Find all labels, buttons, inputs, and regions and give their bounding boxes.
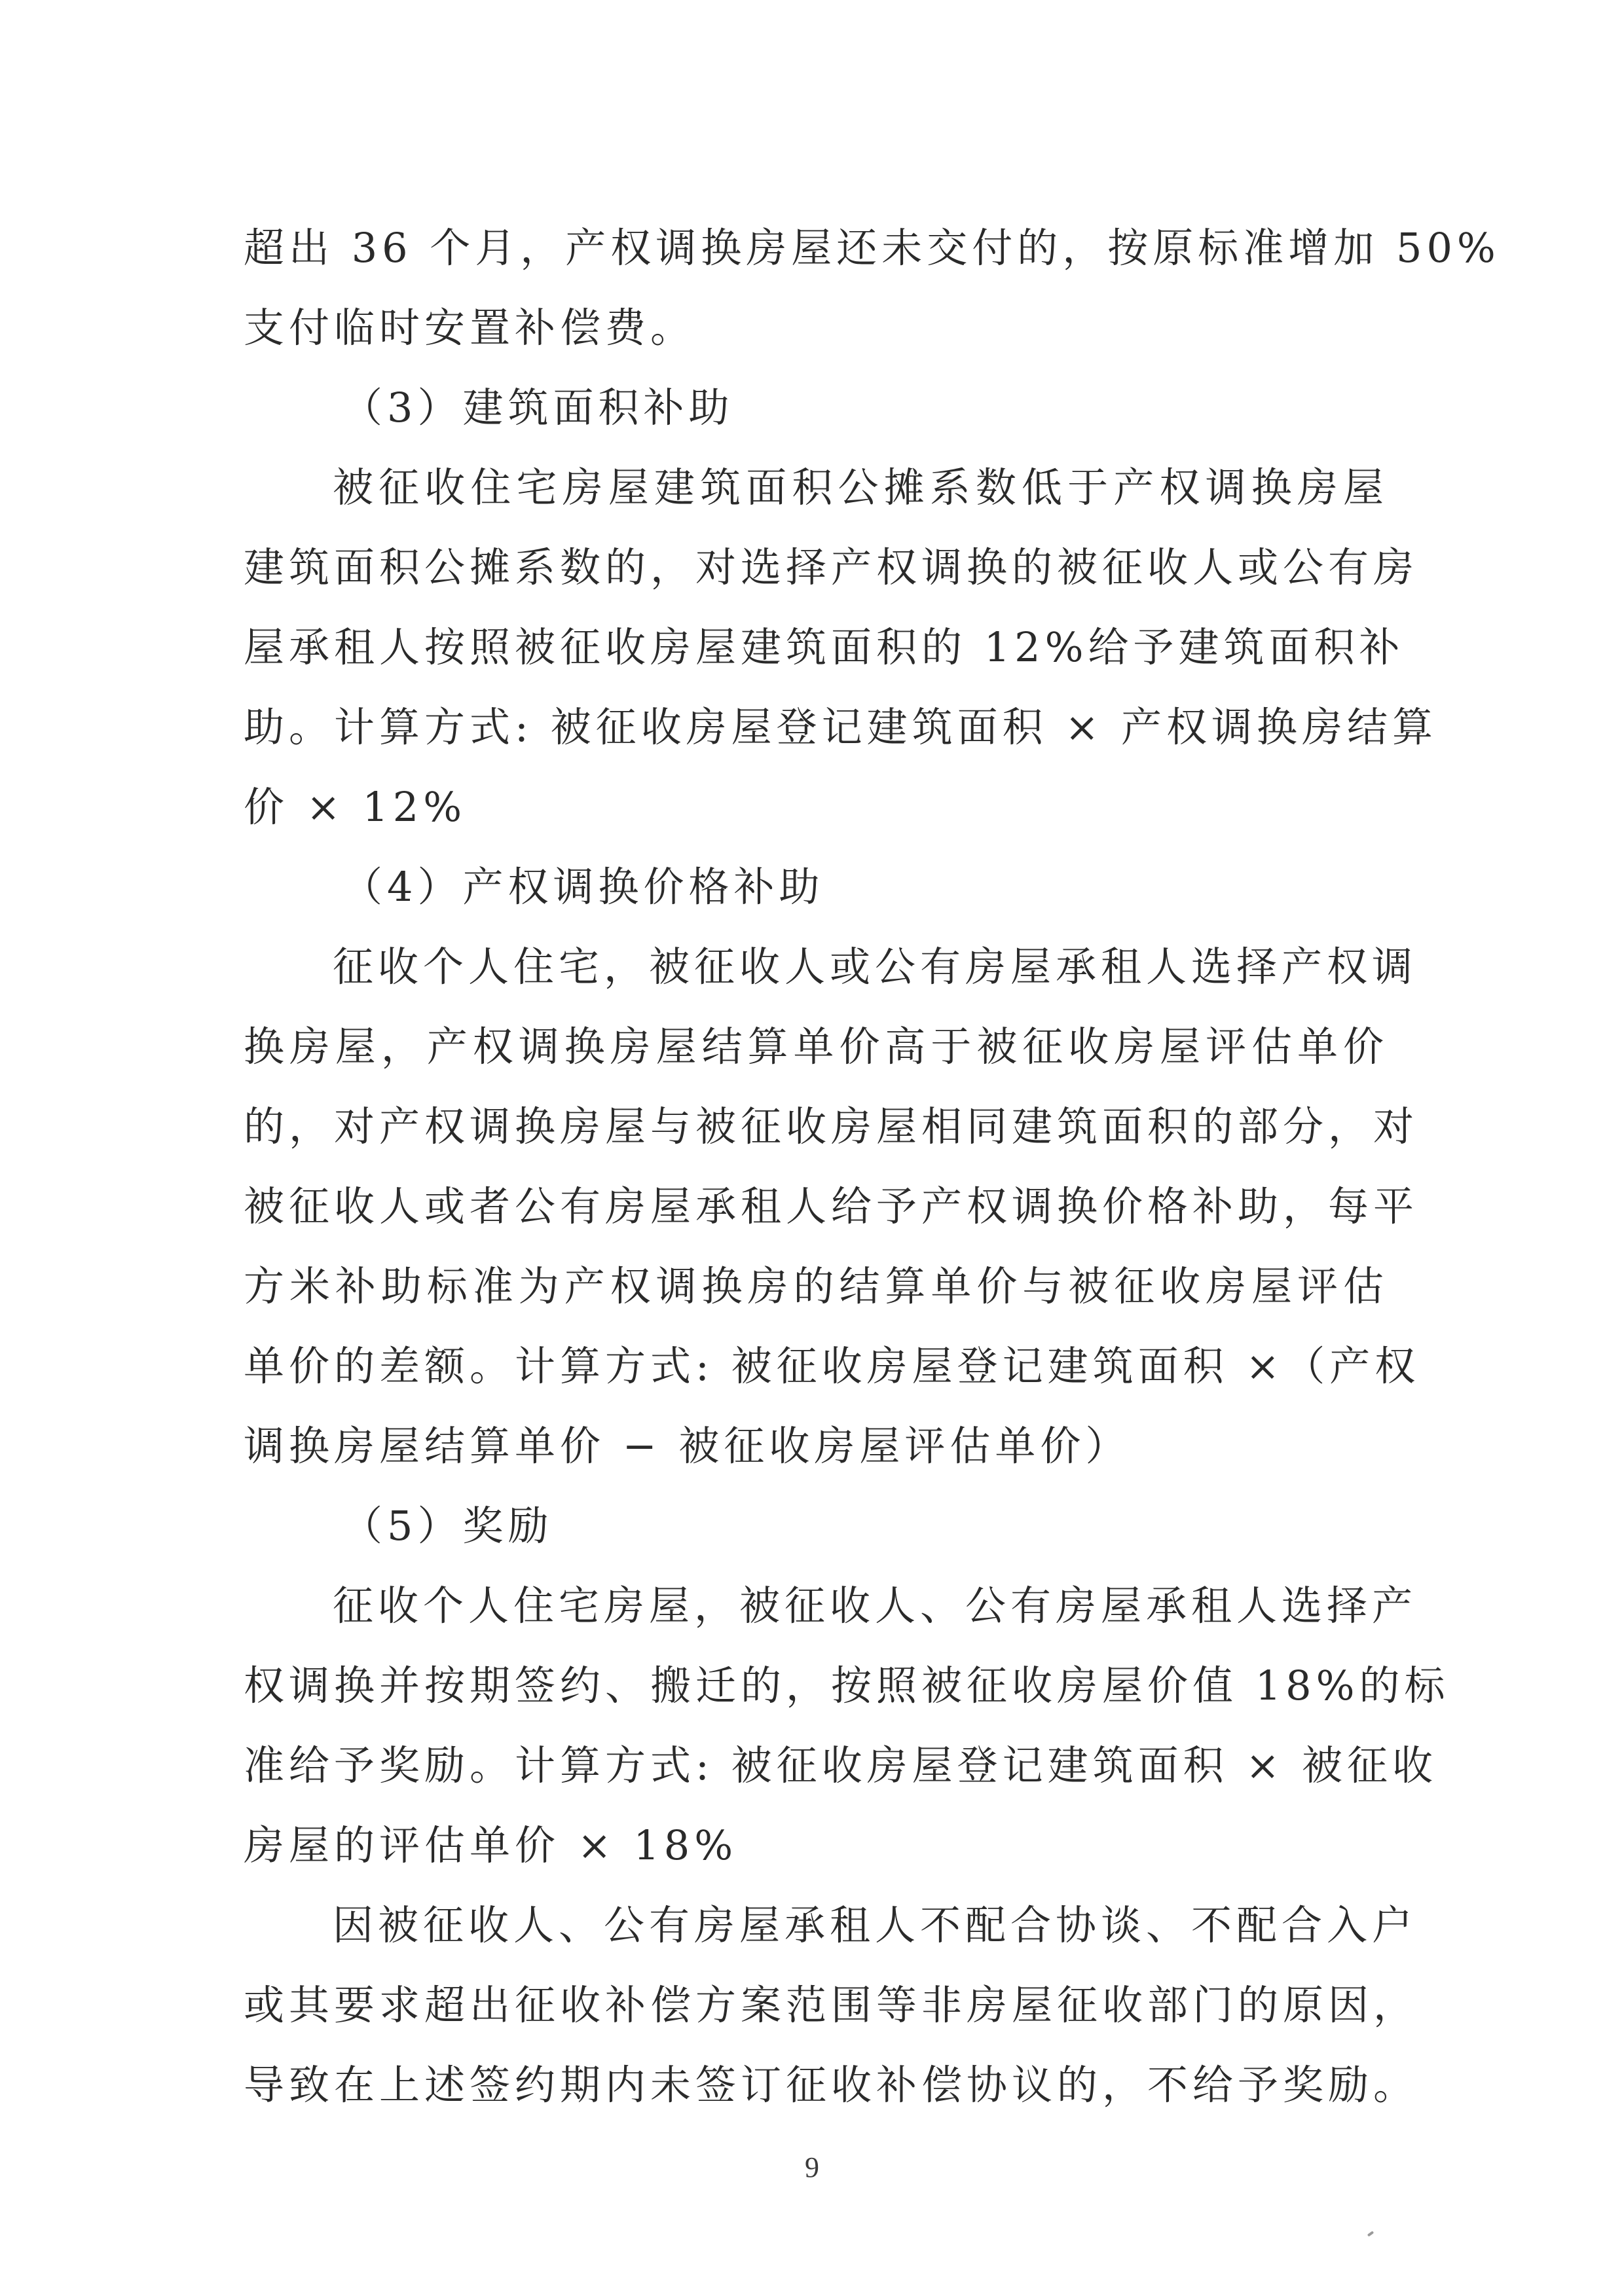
- page-number: 9: [805, 2151, 819, 2183]
- text-line: 方米补助标准为产权调换房的结算单价与被征收房屋评估: [244, 1262, 1388, 1310]
- section-heading-5: （5）奖励: [342, 1502, 553, 1550]
- text-line: 调换房屋结算单价 − 被征收房屋评估单价）: [244, 1422, 1131, 1470]
- text-line: 单价的差额。计算方式: 被征收房屋登记建筑面积 ×（产权: [244, 1342, 1420, 1390]
- text-line: 房屋的评估单价 × 18%: [244, 1821, 738, 1869]
- text-line: 准给予奖励。计算方式: 被征收房屋登记建筑面积 × 被征收: [244, 1741, 1437, 1789]
- text-line: 支付临时安置补偿费。: [244, 304, 696, 352]
- paragraph-first-line: 被征收住宅房屋建筑面积公摊系数低于产权调换房屋: [333, 464, 1388, 511]
- paragraph-first-line: 征收个人住宅房屋，被征收人、公有房屋承租人选择产: [333, 1582, 1418, 1630]
- text-line: 被征收人或者公有房屋承租人给予产权调换价格补助，每平: [244, 1182, 1419, 1230]
- section-heading-4: （4）产权调换价格补助: [342, 863, 824, 911]
- text-line: 换房屋，产权调换房屋结算单价高于被征收房屋评估单价: [244, 1023, 1388, 1070]
- text-line: 权调换并按期签约、搬迁的，按照被征收房屋价值 18%的标: [244, 1662, 1450, 1709]
- text-line: 的，对产权调换房屋与被征收房屋相同建筑面积的部分，对: [244, 1102, 1419, 1150]
- text-line: 超出 36 个月，产权调换房屋还未交付的，按原标准增加 50%: [244, 224, 1500, 272]
- text-line: 导致在上述签约期内未签订征收补偿协议的，不给予奖励。: [244, 2061, 1419, 2109]
- text-line: 或其要求超出征收补偿方案范围等非房屋征收部门的原因，: [244, 1981, 1419, 2029]
- scan-speck: [1367, 2231, 1374, 2236]
- text-line: 价 × 12%: [244, 783, 467, 831]
- document-body: [244, 208, 1500, 2125]
- text-line: 建筑面积公摊系数的，对选择产权调换的被征收人或公有房: [244, 543, 1419, 591]
- text-line: 助。计算方式: 被征收房屋登记建筑面积 × 产权调换房结算: [244, 703, 1437, 751]
- section-heading-3: （3）建筑面积补助: [342, 384, 734, 431]
- paragraph-first-line: 征收个人住宅，被征收人或公有房屋承租人选择产权调: [333, 943, 1418, 991]
- paragraph-first-line: 因被征收人、公有房屋承租人不配合协谈、不配合入户: [333, 1901, 1418, 1949]
- text-line: 屋承租人按照被征收房屋建筑面积的 12%给予建筑面积补: [244, 623, 1405, 671]
